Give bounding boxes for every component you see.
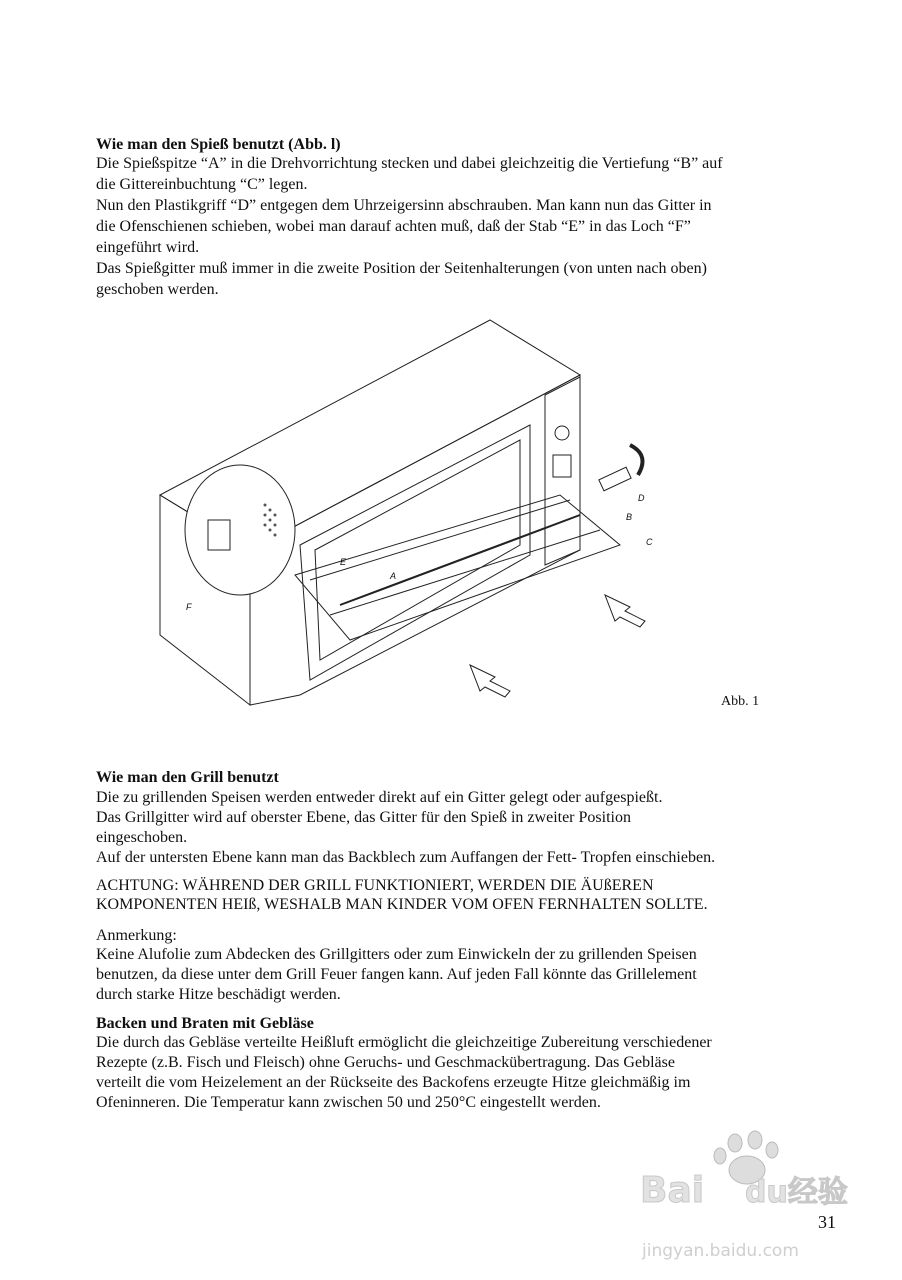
note-line: Keine Alufolie zum Abdecken des Grillgitters oder zum Einwickeln der zu grillenden Speisen [96, 946, 697, 963]
paragraph-line: Nun den Plastikgriff “D” entgegen dem Uhrzeigersinn abschrauben. Man kann nun das Gitter in [96, 197, 712, 214]
paragraph-line: Das Spießgitter muß immer in die zweite Position der Seitenhalterungen (von unten nach oben) [96, 260, 707, 277]
knob-icon [555, 426, 569, 440]
detail-inset [185, 465, 295, 595]
control-panel [545, 377, 580, 565]
note-line: Anmerkung: [96, 927, 177, 944]
label-b: B [626, 512, 633, 522]
rotate-arrow-icon [630, 445, 643, 475]
paragraph-line: die Ofenschienen schieben, wobei man darauf achten muß, daß der Stab “E” in das Loch “F” [96, 218, 691, 235]
paragraph-line: verteilt die vom Heizelement an der Rückseite des Backofens erzeugte Hitze gleichmäßig im [96, 1074, 691, 1091]
paragraph-line: Ofeninneren. Die Temperatur kann zwischen 50 und 250°C eingestellt werden. [96, 1094, 601, 1111]
plastic-handle [599, 467, 631, 491]
paragraph-line: eingeführt wird. [96, 239, 200, 256]
note-line: durch starke Hitze beschädigt werden. [96, 986, 341, 1003]
section-heading-grill: Wie man den Grill benutzt [96, 769, 279, 786]
label-e: E [340, 557, 347, 567]
display [553, 455, 571, 477]
label-c: C [646, 537, 653, 547]
svg-text:Bai: Bai [640, 1170, 705, 1211]
push-arrow-icon [470, 665, 510, 697]
rack-bar [330, 530, 600, 615]
section-heading-spit: Wie man den Spieß benutzt (Abb. l) [96, 136, 341, 153]
warning-line: KOMPONENTEN HEIß, WESHALB MAN KINDER VOM OFEN FERNHALTEN SOLLTE. [96, 896, 708, 913]
baidu-watermark-logo [640, 1128, 860, 1268]
label-a: A [390, 571, 397, 581]
paragraph-line: Die durch das Gebläse verteilte Heißluft ermöglicht die gleichzeitige Zubereitung verschiedener [96, 1034, 712, 1051]
label-d: D [638, 493, 645, 503]
label-f: F [186, 602, 192, 612]
paragraph-line: geschoben werden. [96, 281, 219, 298]
push-arrow-icon [605, 595, 645, 627]
paragraph-line: Die Spießspitze “A” in die Drehvorrichtung stecken und dabei gleichzeitig die Vertiefung “B” auf [96, 155, 723, 172]
paragraph-line: Auf der untersten Ebene kann man das Backblech zum Auffangen der Fett- Tropfen einschieben. [96, 849, 716, 866]
svg-text:du经验: du经验 [745, 1175, 848, 1210]
svg-text:jingyan.baidu.com: jingyan.baidu.com [642, 1241, 799, 1261]
section-heading-fan: Backen und Braten mit Gebläse [96, 1015, 314, 1032]
paragraph-line: eingeschoben. [96, 829, 188, 846]
figure-caption: Abb. 1 [721, 694, 760, 709]
paragraph-line: die Gittereinbuchtung “C” legen. [96, 176, 308, 193]
oven-cavity [300, 425, 530, 680]
note-line: benutzen, da diese unter dem Grill Feuer fangen kann. Auf jeden Fall könnte das Grillelement [96, 966, 697, 983]
paragraph-line: Die zu grillenden Speisen werden entweder direkt auf ein Gitter gelegt oder aufgespießt. [96, 789, 663, 806]
paragraph-line: Rezepte (z.B. Fisch und Fleisch) ohne Geruchs- und Geschmackübertragung. Das Gebläse [96, 1054, 675, 1071]
page-number: 31 [818, 1212, 836, 1232]
warning-line: ACHTUNG: WÄHREND DER GRILL FUNKTIONIERT, WERDEN DIE ÄUßEREN [96, 877, 654, 894]
paragraph-line: Das Grillgitter wird auf oberster Ebene, das Gitter für den Spieß in zweiter Position [96, 809, 631, 826]
oven-spit-illustration [150, 315, 670, 725]
spit-rack [295, 495, 620, 640]
